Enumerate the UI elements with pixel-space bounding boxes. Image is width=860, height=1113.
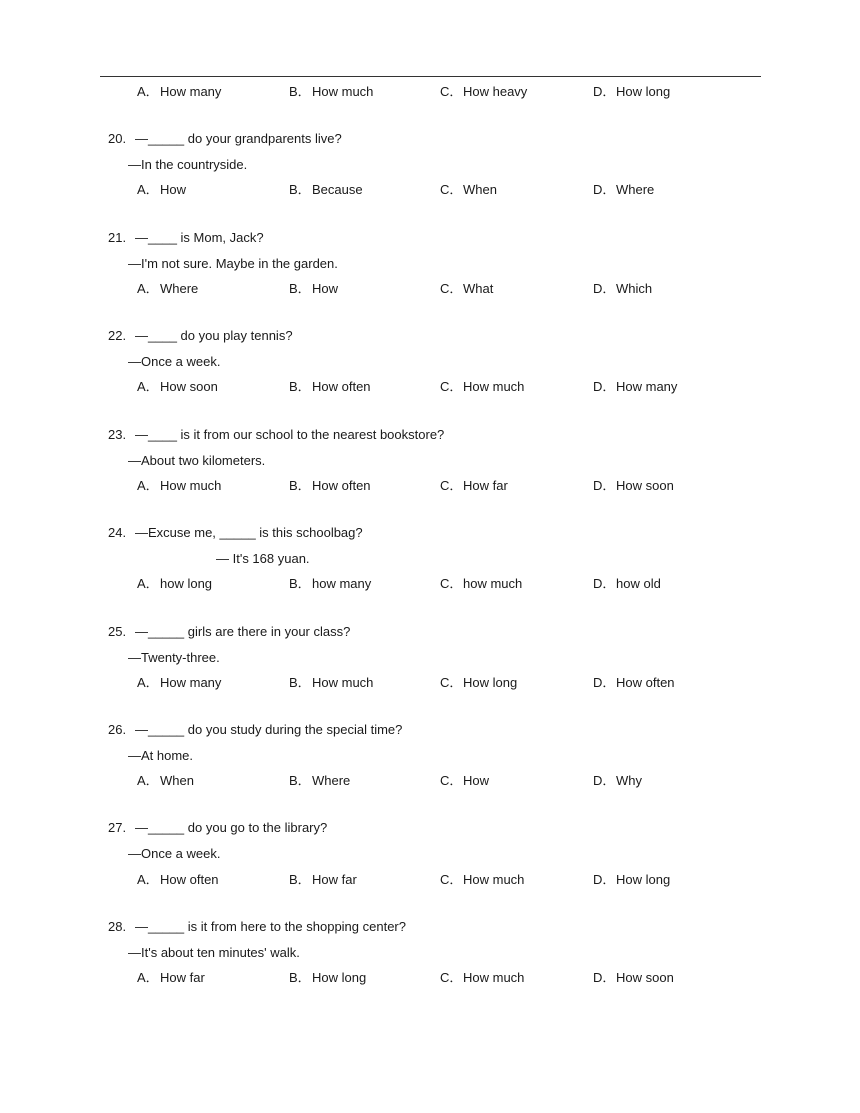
question-prompt [108, 426, 444, 444]
option-d[interactable] [593, 969, 674, 987]
options-row [0, 772, 860, 790]
question-prompt [108, 721, 402, 739]
prev-options-row [0, 83, 860, 101]
option-a[interactable] [137, 181, 186, 199]
option-text: How far [160, 970, 205, 985]
option-text: Where [160, 281, 199, 296]
option-a[interactable] [137, 83, 221, 101]
option-letter: D． [593, 970, 616, 985]
option-text: How soon [616, 970, 674, 985]
option-letter: A． [137, 84, 159, 99]
option-text: How [463, 773, 490, 788]
option-c[interactable] [440, 378, 524, 396]
option-d[interactable] [593, 772, 642, 790]
option-text: How far [312, 872, 357, 887]
question-prompt [108, 327, 293, 345]
option-letter: C． [440, 281, 463, 296]
option-b[interactable] [289, 772, 350, 790]
question-answer: —At home. [128, 748, 194, 763]
option-b[interactable] [289, 378, 371, 396]
option-text: How often [616, 675, 675, 690]
option-b[interactable] [289, 181, 363, 199]
option-letter: D． [593, 675, 616, 690]
option-letter: B． [289, 970, 311, 985]
option-text: How many [160, 675, 222, 690]
question-number: 21. [108, 230, 127, 245]
options-row [0, 674, 860, 692]
option-a[interactable] [137, 772, 194, 790]
option-c[interactable] [440, 969, 524, 987]
option-b[interactable] [289, 477, 371, 495]
option-letter: A． [137, 182, 159, 197]
option-b[interactable] [289, 280, 338, 298]
option-text: how much [463, 576, 523, 591]
option-c[interactable] [440, 674, 517, 692]
option-letter: A． [137, 576, 159, 591]
option-letter: A． [137, 675, 159, 690]
option-text: how long [160, 576, 213, 591]
option-text: Why [616, 773, 642, 788]
option-letter: D． [593, 872, 616, 887]
option-a[interactable] [137, 871, 219, 889]
option-d[interactable] [593, 181, 654, 199]
option-letter: B． [289, 379, 311, 394]
question-prompt [108, 229, 264, 247]
options-row [0, 575, 860, 593]
question-text: —_____ do you study during the special time? [135, 722, 403, 737]
question-answer: — It's 168 yuan. [216, 551, 310, 566]
option-letter: C． [440, 182, 463, 197]
option-d[interactable] [593, 575, 661, 593]
option-text: How many [160, 84, 222, 99]
option-text: How often [160, 872, 219, 887]
question-text: —____ is it from our school to the nearest bookstore? [135, 427, 445, 442]
option-letter: A． [137, 872, 159, 887]
option-letter: A． [137, 970, 159, 985]
option-letter: C． [440, 773, 463, 788]
option-letter: B． [289, 872, 311, 887]
option-letter: D． [593, 576, 616, 591]
option-a[interactable] [137, 674, 221, 692]
question-text: —____ is Mom, Jack? [135, 230, 264, 245]
top-rule [100, 76, 761, 77]
question-answer: —In the countryside. [128, 157, 248, 172]
option-letter: D． [593, 773, 616, 788]
option-text: How [312, 281, 339, 296]
option-text: When [160, 773, 194, 788]
option-text: how old [616, 576, 661, 591]
option-text: Where [312, 773, 351, 788]
option-text: How long [312, 970, 367, 985]
option-text: How often [312, 379, 371, 394]
option-c[interactable] [440, 477, 508, 495]
option-a[interactable] [137, 280, 198, 298]
options-row [0, 378, 860, 396]
question-prompt [108, 918, 406, 936]
question-text: —____ do you play tennis? [135, 328, 293, 343]
option-letter: A． [137, 379, 159, 394]
question-answer: —Once a week. [128, 846, 221, 861]
option-d[interactable] [593, 378, 677, 396]
option-a[interactable] [137, 477, 221, 495]
option-letter: D． [593, 478, 616, 493]
option-b[interactable] [289, 83, 373, 101]
option-text: How much [160, 478, 222, 493]
option-letter: C． [440, 84, 463, 99]
option-letter: D． [593, 281, 616, 296]
option-d[interactable] [593, 477, 674, 495]
option-text: Which [616, 281, 653, 296]
option-b[interactable] [289, 674, 373, 692]
option-d[interactable] [593, 280, 652, 298]
options-row [0, 477, 860, 495]
question-answer: —Once a week. [128, 354, 221, 369]
question-number: 25. [108, 624, 127, 639]
option-text: How much [463, 970, 525, 985]
option-letter: B． [289, 182, 311, 197]
option-letter: A． [137, 773, 159, 788]
option-letter: B． [289, 675, 311, 690]
option-letter: B． [289, 478, 311, 493]
option-letter: B． [289, 84, 311, 99]
option-letter: B． [289, 281, 311, 296]
option-text: What [463, 281, 494, 296]
question-number: 28. [108, 919, 127, 934]
option-letter: C． [440, 872, 463, 887]
option-text: How long [616, 872, 671, 887]
option-text: Where [616, 182, 655, 197]
option-b[interactable] [289, 969, 366, 987]
options-row [0, 871, 860, 889]
question-number: 26. [108, 722, 127, 737]
option-text: How much [463, 379, 525, 394]
option-c[interactable] [440, 280, 493, 298]
option-c[interactable] [440, 772, 489, 790]
question-prompt [108, 623, 350, 641]
option-letter: C． [440, 379, 463, 394]
question-answer: —I'm not sure. Maybe in the garden. [128, 256, 338, 271]
question-number: 24. [108, 525, 127, 540]
option-d[interactable] [593, 83, 670, 101]
option-text: How many [616, 379, 678, 394]
question-answer: —It's about ten minutes' walk. [128, 945, 300, 960]
option-b[interactable] [289, 575, 371, 593]
option-text: How [160, 182, 187, 197]
option-text: how many [312, 576, 372, 591]
option-letter: B． [289, 773, 311, 788]
question-text: —_____ girls are there in your class? [135, 624, 351, 639]
option-letter: C． [440, 675, 463, 690]
option-d[interactable] [593, 871, 670, 889]
question-text: —_____ is it from here to the shopping center? [135, 919, 406, 934]
option-text: How much [312, 84, 374, 99]
option-text: How often [312, 478, 371, 493]
option-text: How soon [160, 379, 218, 394]
option-letter: D． [593, 84, 616, 99]
option-a[interactable] [137, 378, 218, 396]
option-text: Because [312, 182, 363, 197]
option-letter: B． [289, 576, 311, 591]
option-text: How soon [616, 478, 674, 493]
question-text: —_____ do your grandparents live? [135, 131, 342, 146]
question-number: 20. [108, 131, 127, 146]
question-number: 23. [108, 427, 127, 442]
option-text: How much [463, 872, 525, 887]
options-row [0, 280, 860, 298]
option-letter: D． [593, 379, 616, 394]
question-answer: —About two kilometers. [128, 453, 266, 468]
question-text: —_____ do you go to the library? [135, 820, 328, 835]
question-prompt [108, 130, 342, 148]
question-number: 27. [108, 820, 127, 835]
option-text: How long [616, 84, 671, 99]
options-row [0, 181, 860, 199]
option-b[interactable] [289, 871, 357, 889]
question-answer: —Twenty-three. [128, 650, 220, 665]
option-text: When [463, 182, 497, 197]
question-number: 22. [108, 328, 127, 343]
question-prompt [108, 819, 327, 837]
option-letter: C． [440, 576, 463, 591]
option-letter: C． [440, 970, 463, 985]
option-c[interactable] [440, 575, 522, 593]
option-letter: A． [137, 478, 159, 493]
option-letter: A． [137, 281, 159, 296]
option-text: How much [312, 675, 374, 690]
option-text: How heavy [463, 84, 528, 99]
option-text: How far [463, 478, 508, 493]
question-prompt [108, 524, 363, 542]
option-c[interactable] [440, 871, 524, 889]
option-a[interactable] [137, 969, 205, 987]
option-letter: C． [440, 478, 463, 493]
options-row [0, 969, 860, 987]
option-d[interactable] [593, 674, 675, 692]
option-c[interactable] [440, 83, 527, 101]
option-c[interactable] [440, 181, 497, 199]
question-text: —Excuse me, _____ is this schoolbag? [135, 525, 363, 540]
option-text: How long [463, 675, 518, 690]
option-letter: D． [593, 182, 616, 197]
option-a[interactable] [137, 575, 212, 593]
